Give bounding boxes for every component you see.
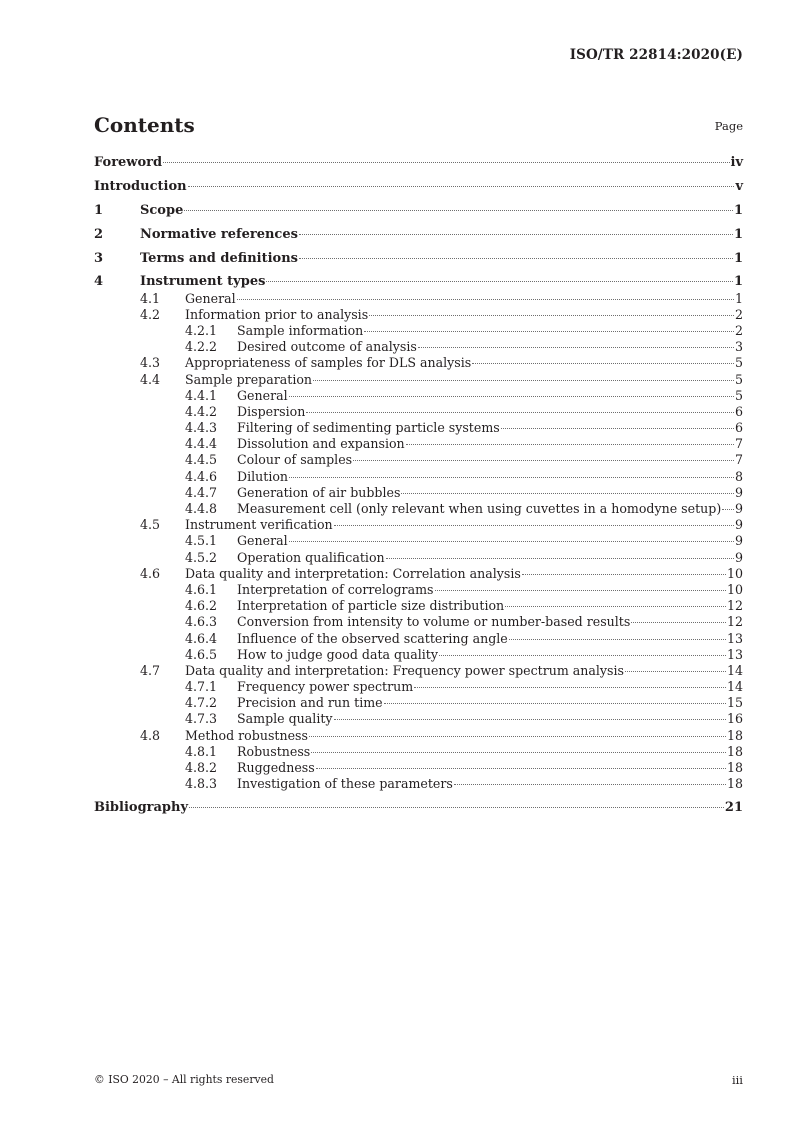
toc-entry-page: 9 — [734, 484, 743, 500]
dot-leader — [306, 412, 734, 413]
toc-entry-number: 4.4.4 — [185, 436, 218, 452]
toc-entry[interactable] — [94, 501, 743, 517]
dot-leader — [406, 444, 734, 445]
toc-entry-title: Operation qualification — [237, 549, 385, 565]
toc-entry-number: 4.8.1 — [185, 743, 218, 759]
dot-leader — [188, 186, 735, 187]
toc-entry-page: 6 — [734, 420, 743, 436]
toc-entry-page: 7 — [734, 436, 743, 452]
toc-entry[interactable] — [94, 679, 743, 695]
toc-entry-page: 18 — [726, 776, 743, 792]
toc-entry-number: 4.6.3 — [185, 614, 218, 630]
toc-entry-number: 4.6.4 — [185, 630, 218, 646]
toc-entry-page: 9 — [734, 517, 743, 533]
dot-leader — [163, 162, 729, 163]
toc-entry-page: 3 — [734, 339, 743, 355]
toc-entry-number: 4.4.7 — [185, 484, 218, 500]
toc-entry[interactable] — [94, 388, 743, 404]
toc-entry-page: 2 — [734, 306, 743, 322]
toc-entry[interactable] — [94, 760, 743, 776]
dot-leader — [625, 671, 726, 672]
toc-entry-number: 4.5.1 — [185, 533, 218, 549]
toc-entry[interactable] — [94, 227, 743, 243]
toc-entry-number: 4.7.2 — [185, 695, 218, 711]
toc-entry-number: 4.7.1 — [185, 679, 218, 695]
toc-entry-page: 21 — [724, 800, 743, 816]
dot-leader — [418, 347, 734, 348]
toc-entry-title: Influence of the observed scattering angle — [237, 630, 508, 646]
toc-entry[interactable] — [94, 728, 743, 744]
toc-entry-page: 5 — [734, 355, 743, 371]
toc-entry-title: Dissolution and expansion — [237, 436, 405, 452]
toc-entry-page: 1 — [733, 226, 743, 242]
dot-leader — [401, 493, 734, 494]
toc-entry-number: 4.3 — [140, 355, 161, 371]
toc-entry-number: 4.2.1 — [185, 322, 218, 338]
dot-leader — [364, 331, 734, 332]
toc-entry-title: Colour of samples — [237, 452, 353, 468]
toc-entry[interactable] — [94, 485, 743, 501]
toc-entry-page: 10 — [726, 565, 743, 581]
toc-entry-page: 5 — [734, 387, 743, 403]
toc-entry-number: 4.4.5 — [185, 452, 218, 468]
toc-entry-number: 4.4.8 — [185, 501, 218, 516]
toc-entry-title: Generation of air bubbles — [237, 484, 401, 500]
toc-entry-page: 13 — [726, 646, 743, 662]
toc-entry-title: Precision and run time — [237, 695, 383, 711]
toc-entry-title: Conversion from intensity to volume or number-based results — [237, 614, 631, 630]
toc-entry[interactable] — [94, 598, 743, 614]
toc-entry[interactable] — [94, 566, 743, 582]
toc-entry-number: 4.6.5 — [185, 646, 218, 662]
toc-entry-page: 10 — [726, 581, 743, 597]
toc-entry-page: 18 — [726, 760, 743, 775]
toc-entry-page: 13 — [726, 630, 743, 646]
dot-leader — [454, 784, 726, 785]
toc-entry[interactable] — [94, 179, 743, 195]
toc-entry-title: How to judge good data quality — [237, 646, 438, 662]
toc-entry-title: General — [237, 533, 288, 549]
page-column-label: Page — [714, 119, 743, 133]
toc-entry[interactable] — [94, 452, 743, 468]
toc-entry[interactable] — [94, 776, 743, 792]
dot-leader — [289, 396, 734, 397]
toc-entry-title: Bibliography — [94, 800, 189, 816]
toc-entry-title: Ruggedness — [237, 760, 315, 775]
toc-entry-number: 1 — [94, 202, 104, 218]
dot-leader — [309, 736, 726, 737]
toc-entry[interactable] — [94, 582, 743, 598]
toc-entry-title: Appropriateness of samples for DLS analysis — [185, 355, 472, 371]
document-identifier: ISO/TR 22814:2020(E) — [569, 47, 743, 63]
toc-entry-number: 4.4.6 — [185, 468, 218, 484]
toc-entry-title: Measurement cell (only relevant when using cuvettes in a homodyne setup) — [237, 501, 722, 516]
toc-entry-page: 14 — [726, 662, 743, 678]
toc-entry-title: General — [185, 290, 236, 306]
toc-entry-title: Introduction — [94, 178, 187, 194]
toc-entry[interactable] — [94, 307, 743, 323]
dot-leader — [435, 590, 726, 591]
toc-entry-title: Sample preparation — [185, 371, 313, 387]
dot-leader — [316, 768, 726, 769]
toc-entry-page: 1 — [734, 290, 743, 306]
toc-entry-number: 4.6 — [140, 565, 161, 581]
dot-leader — [386, 558, 734, 559]
toc-entry-page: 9 — [734, 533, 743, 549]
toc-entry[interactable] — [94, 404, 743, 420]
toc-entry-title: Desired outcome of analysis — [237, 339, 417, 355]
toc-entry-page: 15 — [726, 695, 743, 711]
toc-entry-number: 4.6.2 — [185, 598, 218, 614]
dot-leader — [189, 807, 724, 808]
toc-entry-page: iv — [730, 155, 743, 170]
copyright-notice: © ISO 2020 – All rights reserved — [94, 1073, 274, 1086]
toc-entry[interactable] — [94, 436, 743, 452]
toc-entry[interactable] — [94, 469, 743, 485]
dot-leader — [505, 606, 726, 607]
toc-entry[interactable] — [94, 533, 743, 549]
toc-entry-title: Instrument verification — [185, 517, 333, 533]
toc-entry[interactable] — [94, 695, 743, 711]
toc-entry-title: Investigation of these parameters — [237, 776, 453, 792]
toc-entry-title: Filtering of sedimenting particle systems — [237, 420, 500, 436]
toc-entry[interactable] — [94, 631, 743, 647]
toc-entry-title: Foreword — [94, 155, 163, 170]
dot-leader — [184, 210, 733, 211]
toc-entry[interactable] — [94, 339, 743, 355]
table-of-contents — [94, 155, 743, 816]
toc-entry-page: 12 — [726, 598, 743, 614]
toc-entry-number: 4.6.1 — [185, 581, 218, 597]
toc-entry-page: 18 — [726, 727, 743, 743]
dot-leader — [311, 752, 726, 753]
toc-entry-page: 1 — [733, 202, 743, 218]
toc-entry-number: 4.5 — [140, 517, 161, 533]
toc-entry-page: 1 — [733, 274, 743, 290]
dot-leader — [631, 622, 726, 623]
dot-leader — [472, 363, 734, 364]
toc-entry-title: Sample quality — [237, 711, 333, 727]
toc-entry[interactable] — [94, 291, 743, 307]
toc-entry-page: 12 — [726, 614, 743, 630]
toc-entry-title: Information prior to analysis — [185, 306, 369, 322]
toc-entry-number: 2 — [94, 226, 104, 242]
toc-entry[interactable] — [94, 711, 743, 727]
toc-entry[interactable] — [94, 203, 743, 219]
toc-entry-page: 5 — [734, 371, 743, 387]
toc-entry-title: Instrument types — [140, 274, 266, 290]
dot-leader — [522, 574, 726, 575]
dot-leader — [369, 315, 734, 316]
toc-entry-number: 4.7 — [140, 662, 161, 678]
toc-entry-title: Scope — [140, 202, 184, 218]
dot-leader — [299, 234, 733, 235]
dot-leader — [353, 460, 734, 461]
dot-leader — [509, 639, 726, 640]
toc-entry-page: 7 — [734, 452, 743, 468]
toc-entry-title: Interpretation of particle size distribution — [237, 598, 505, 614]
toc-entry-title: Robustness — [237, 743, 311, 759]
toc-entry-page: v — [735, 178, 743, 194]
contents-heading: Contents — [94, 113, 195, 137]
toc-entry-number: 4.4.2 — [185, 403, 218, 419]
toc-entry[interactable] — [94, 744, 743, 760]
toc-entry-title: Normative references — [140, 226, 298, 242]
dot-leader — [439, 655, 726, 656]
toc-entry[interactable] — [94, 355, 743, 371]
toc-entry-number: 4.4.3 — [185, 420, 218, 436]
toc-entry-page: 1 — [733, 250, 743, 266]
toc-entry[interactable] — [94, 647, 743, 663]
toc-entry[interactable] — [94, 517, 743, 533]
toc-entry[interactable] — [94, 614, 743, 630]
toc-entry-title: Frequency power spectrum — [237, 679, 414, 695]
toc-entry-title: Data quality and interpretation: Correlation analysis — [185, 565, 521, 581]
toc-entry-number: 3 — [94, 250, 104, 266]
toc-entry-page: 16 — [726, 711, 743, 727]
toc-entry-number: 4.4.1 — [185, 387, 218, 403]
toc-entry-title: Sample information — [237, 322, 364, 338]
toc-entry-number: 4.8.2 — [185, 760, 218, 775]
toc-entry-number: 4.8 — [140, 727, 161, 743]
toc-entry-title: General — [237, 387, 288, 403]
toc-entry[interactable] — [94, 663, 743, 679]
toc-entry-page: 9 — [734, 549, 743, 565]
toc-entry[interactable] — [94, 323, 743, 339]
dot-leader — [266, 281, 733, 282]
toc-entry-page: 2 — [734, 322, 743, 338]
toc-entry-title: Interpretation of correlograms — [237, 581, 434, 597]
toc-entry-title: Data quality and interpretation: Frequency power spectrum analysis — [185, 662, 624, 678]
dot-leader — [334, 719, 726, 720]
dot-leader — [414, 687, 726, 688]
dot-leader — [501, 428, 734, 429]
dot-leader — [384, 703, 726, 704]
toc-entry-title: Terms and definitions — [140, 250, 298, 266]
toc-entry-number: 4.7.3 — [185, 711, 218, 727]
toc-entry-page: 8 — [734, 468, 743, 484]
toc-entry-number: 4 — [94, 274, 104, 290]
dot-leader — [722, 509, 734, 510]
dot-leader — [289, 541, 734, 542]
dot-leader — [299, 258, 733, 259]
toc-entry-number: 4.1 — [140, 290, 161, 306]
dot-leader — [289, 477, 734, 478]
toc-entry-page: 6 — [734, 403, 743, 419]
toc-entry[interactable] — [94, 550, 743, 566]
toc-entry-title: Dispersion — [237, 403, 306, 419]
toc-entry-number: 4.4 — [140, 371, 161, 387]
toc-entry[interactable] — [94, 372, 743, 388]
toc-entry-number: 4.2 — [140, 306, 161, 322]
toc-entry-number: 4.5.2 — [185, 549, 218, 565]
dot-leader — [334, 525, 734, 526]
toc-entry[interactable] — [94, 420, 743, 436]
toc-entry[interactable] — [94, 251, 743, 267]
dot-leader — [313, 380, 734, 381]
toc-entry-title: Method robustness — [185, 727, 308, 743]
page-number: iii — [731, 1073, 743, 1087]
toc-entry[interactable] — [94, 155, 743, 171]
toc-entry-page: 18 — [726, 743, 743, 759]
toc-entry[interactable] — [94, 274, 743, 290]
toc-entry-number: 4.8.3 — [185, 776, 218, 792]
toc-entry-number: 4.2.2 — [185, 339, 218, 355]
toc-entry-title: Dilution — [237, 468, 289, 484]
toc-entry-page: 9 — [734, 501, 743, 516]
toc-entry-page: 14 — [726, 679, 743, 695]
dot-leader — [237, 299, 734, 300]
toc-entry[interactable] — [94, 800, 743, 816]
